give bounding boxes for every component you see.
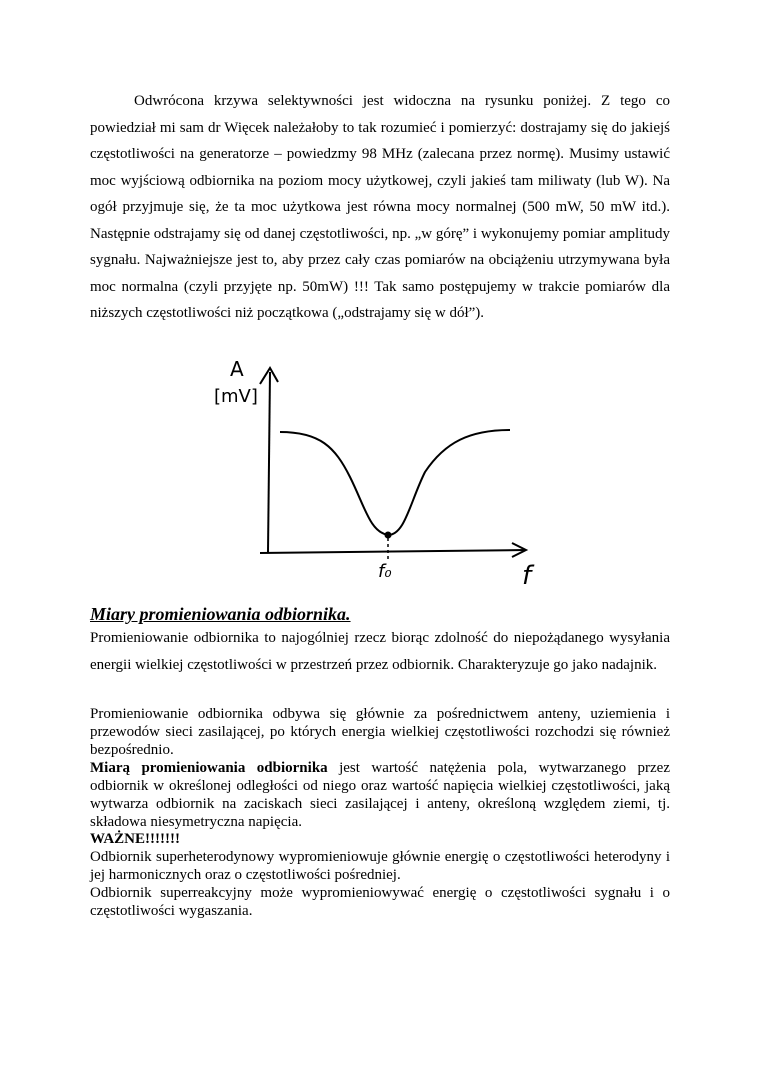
- f0-point: [385, 532, 392, 539]
- important-heading: WAŻNE!!!!!!!: [90, 831, 180, 847]
- x-axis-label-f: f: [522, 561, 532, 591]
- selectivity-curve-svg: [200, 352, 560, 592]
- section-title: Miary promieniowania odbiornika.: [90, 604, 351, 624]
- radiation-measure-text: jest wartość natężenia pola, wytwarzanego przez odbiornik w określonej odległości od niego oraz wartość napięcia wielkiej częstotliwości, jaką wytwarza odbiornik na zaciskach sieci zasilającej i anteny, określoną względem ziemi, tj. składowa niesymetryczna napięcia.: [90, 760, 670, 830]
- superregenerative-paragraph: Odbiornik superreakcyjny może wypromieniowywać energię o częstotliwości sygnału i o częstotliwości wygaszania.: [90, 885, 670, 919]
- f0-label: f₀: [378, 561, 392, 582]
- radiation-measure-term: Miarą promieniowania odbiornika: [90, 760, 328, 776]
- radiation-measure-paragraph: [90, 759, 670, 831]
- y-axis: [268, 372, 270, 552]
- y-axis-label-unit: [mV]: [214, 386, 258, 407]
- intro-paragraph: [90, 88, 670, 327]
- selectivity-curve-figure: [200, 352, 560, 592]
- radiation-definition-paragraph: Promieniowanie odbiornika to najogólniej rzecz biorąc zdolność do niepożądanego wysyłania energii wielkiej częstotliwości w przestrzeń przez odbiornik. Charakteryzuje go jako nadajnik.: [90, 630, 670, 673]
- selectivity-curve: [280, 430, 510, 535]
- intro-text: Odwrócona krzywa selektywności jest widoczna na rysunku poniżej. Z tego co powiedział mi sam dr Więcek należałoby to tak rozumieć i pomierzyć: dostrajamy się do jakiejś częstotliwości na generatorze – powiedzmy 98 MHz (zalecana przez normę). Musimy ustawić moc wyjściową odbiornika na poziom mocy użytkowej, czyli jakieś tam miliwaty (lub W). Na ogół przyjmuje się, że ta moc użytkowa jest równa mocy normalnej (500 mW, 50 mW itd.). Następnie odstrajamy się od danej częstotliwości, np. „w górę” i wykonujemy pomiar amplitudy sygnału. Najważniejsze jest to, aby przez cały czas pomiarów na obciążeniu utrzymywana była moc normalna (czyli przyjęte np. 50mW) !!! Tak samo postępujemy w trakcie pomiarów dla niższych częstotliwości niż początkowa („odstrajamy się w dół”).: [90, 93, 670, 321]
- radiation-paths-paragraph: Promieniowanie odbiornika odbywa się głównie za pośrednictwem anteny, uziemienia i przewodów sieci zasilającej, po których energia wielkiej częstotliwości rozchodzi się również bezpośrednio.: [90, 706, 670, 758]
- y-axis-label-a: A: [230, 357, 244, 381]
- superheterodyne-paragraph: Odbiornik superheterodynowy wypromieniowuje głównie energię o częstotliwości heterodyny i jej harmonicznych oraz o częstotliwości pośredniej.: [90, 849, 670, 883]
- x-axis: [260, 550, 526, 553]
